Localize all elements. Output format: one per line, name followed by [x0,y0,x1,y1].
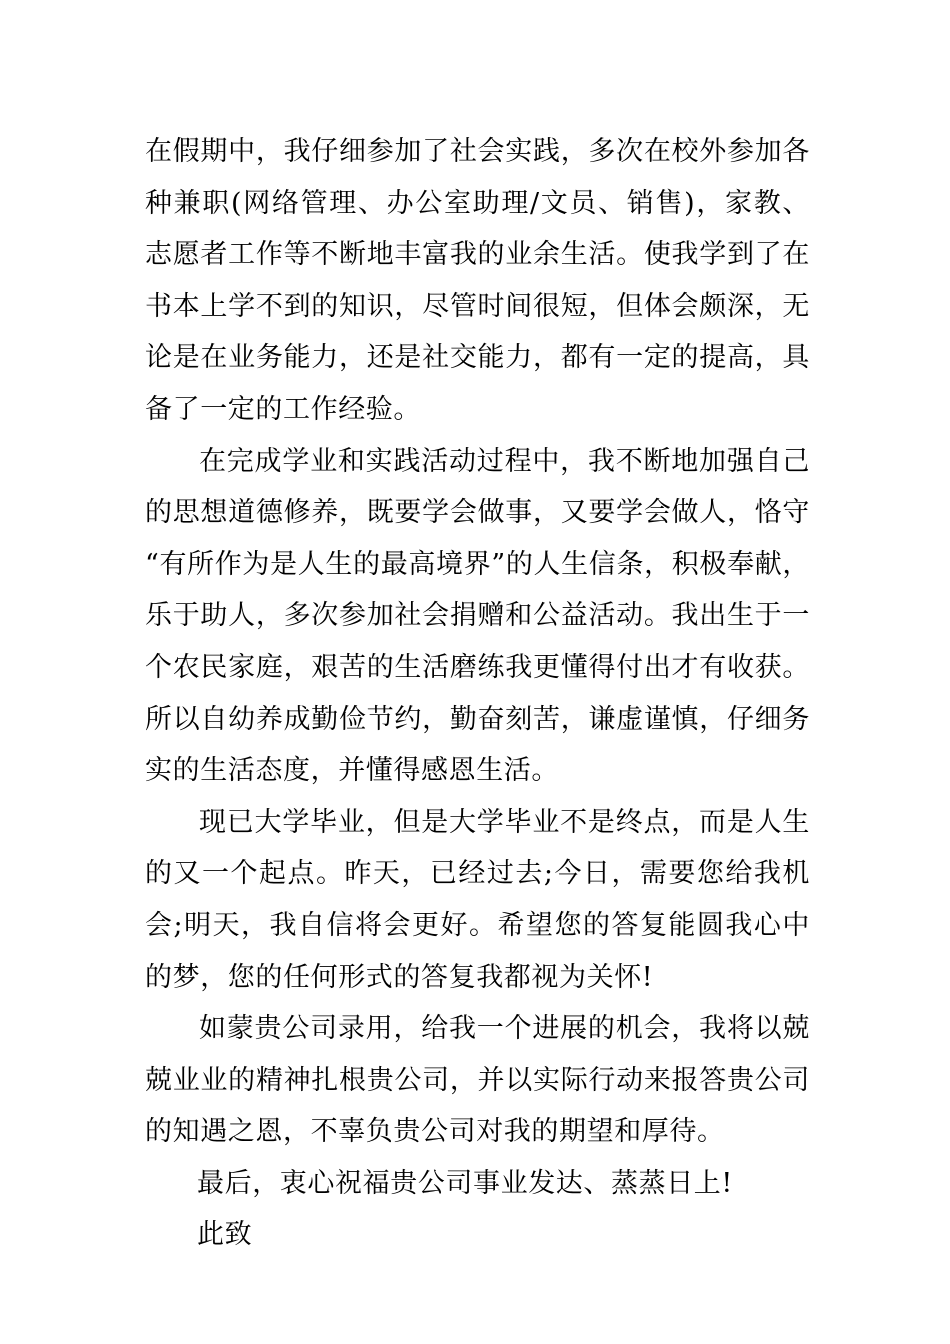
closing-salutation: 此致 [197,1219,253,1251]
paragraph-practice: 在假期中，我仔细参加了社会实践，多次在校外参加各种兼职(网络管理、办公室助理/文员、销售)，家教、志愿者工作等不断地丰富我的业余生活。使我学到了在书本上学不到的知识，尽管时间很短，但体会颇深，无论是在业务能力，还是社交能力，都有一定的提高，具备了一定的工作经验。 [145,136,810,425]
letter-body [145,126,810,1261]
paragraph-graduation: 现已大学毕业，但是大学毕业不是终点，而是人生的又一个起点。昨天，已经过去;今日，需要您给我机会;明天，我自信将会更好。希望您的答复能圆我心中的梦，您的任何形式的答复我都视为关怀! [145,806,810,993]
paragraph-request: 如蒙贵公司录用，给我一个进展的机会，我将以兢兢业业的精神扎根贵公司，并以实际行动来报答贵公司的知遇之恩，不辜负贵公司对我的期望和厚待。 [145,1013,810,1148]
paragraph-character: 在完成学业和实践活动过程中，我不断地加强自己的思想道德修养，既要学会做事，又要学会做人，恪守“有所作为是人生的最高境界”的人生信条，积极奉献，乐于助人，多次参加社会捐赠和公益活动。我出生于一个农民家庭，艰苦的生活磨练我更懂得付出才有收获。所以自幼养成勤俭节约，勤奋刻苦，谦虚谨慎，仔细务实的生活态度，并懂得感恩生活。 [145,445,810,787]
paragraph-wishes: 最后，衷心祝福贵公司事业发达、蒸蒸日上! [197,1167,733,1199]
